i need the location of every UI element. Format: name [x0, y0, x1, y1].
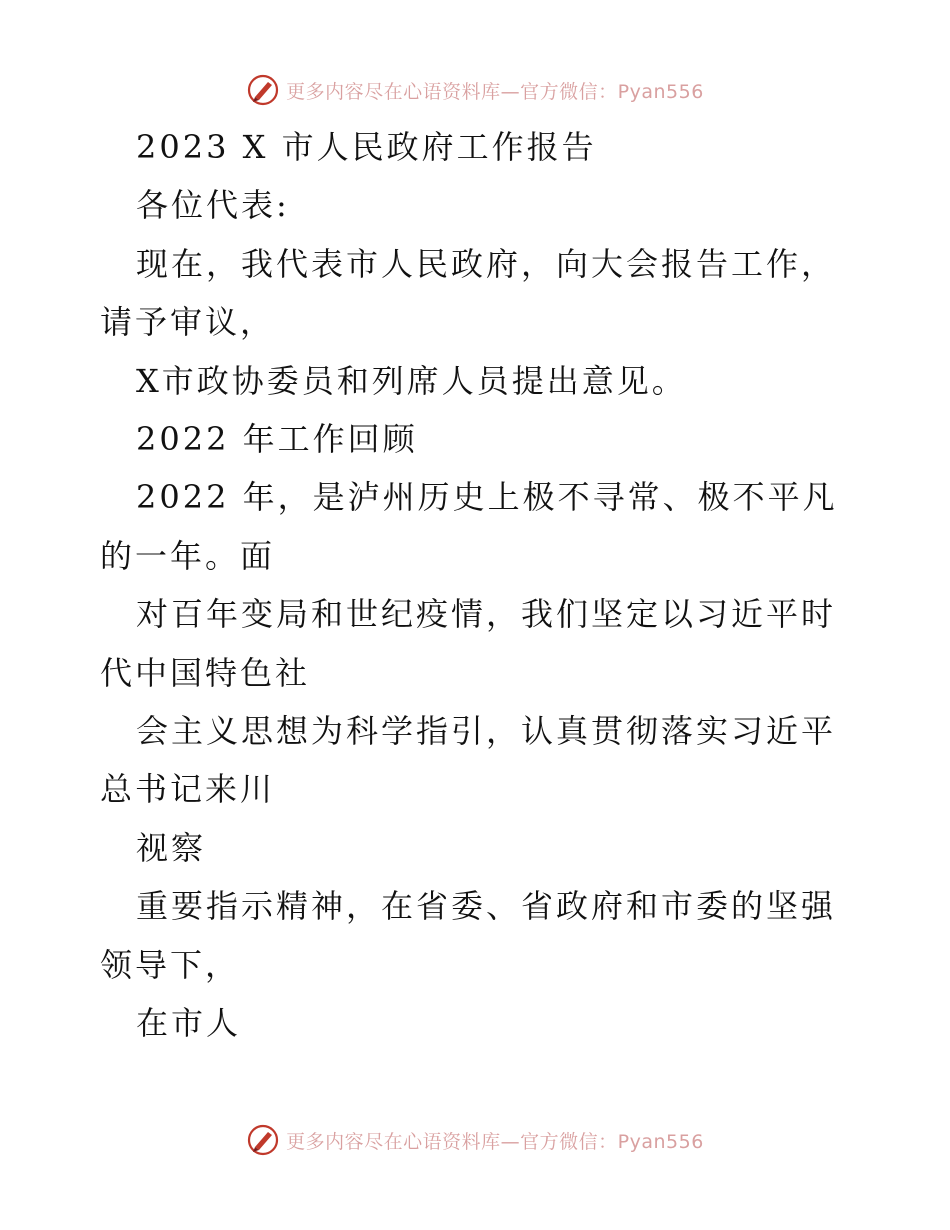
document-body: [100, 118, 860, 1053]
document-title: 2023 X 市人民政府工作报告: [136, 128, 597, 166]
footer-watermark: [0, 1120, 950, 1160]
paragraph: 对百年变局和世纪疫情，我们坚定以习近平时代中国特色社: [100, 595, 837, 692]
paragraph: 重要指示精神，在省委、省政府和市委的坚强领导下，: [100, 887, 837, 984]
header-watermark: [0, 70, 950, 110]
paragraph: 会主义思想为科学指引，认真贯彻落实习近平总书记来川: [100, 712, 837, 809]
paragraph: 在市人: [136, 1004, 242, 1043]
watermark-text: 更多内容尽在心语资料库—官方微信：Pyan556: [286, 1130, 704, 1153]
watermark-text: 更多内容尽在心语资料库—官方微信：Pyan556: [286, 80, 704, 103]
paragraph: 视察: [136, 828, 207, 867]
section-heading: 2022 年工作回顾: [136, 420, 418, 459]
paragraph: 各位代表:: [136, 186, 290, 225]
pen-logo-icon: [246, 73, 280, 107]
paragraph: 现在，我代表市人民政府，向大会报告工作，请予审议，: [100, 244, 837, 342]
paragraph: 2022 年，是泸州历史上极不寻常、极不平凡的一年。面: [100, 478, 838, 575]
paragraph: X市政协委员和列席人员提出意见。: [136, 361, 687, 400]
pen-logo-icon: [246, 1123, 280, 1157]
